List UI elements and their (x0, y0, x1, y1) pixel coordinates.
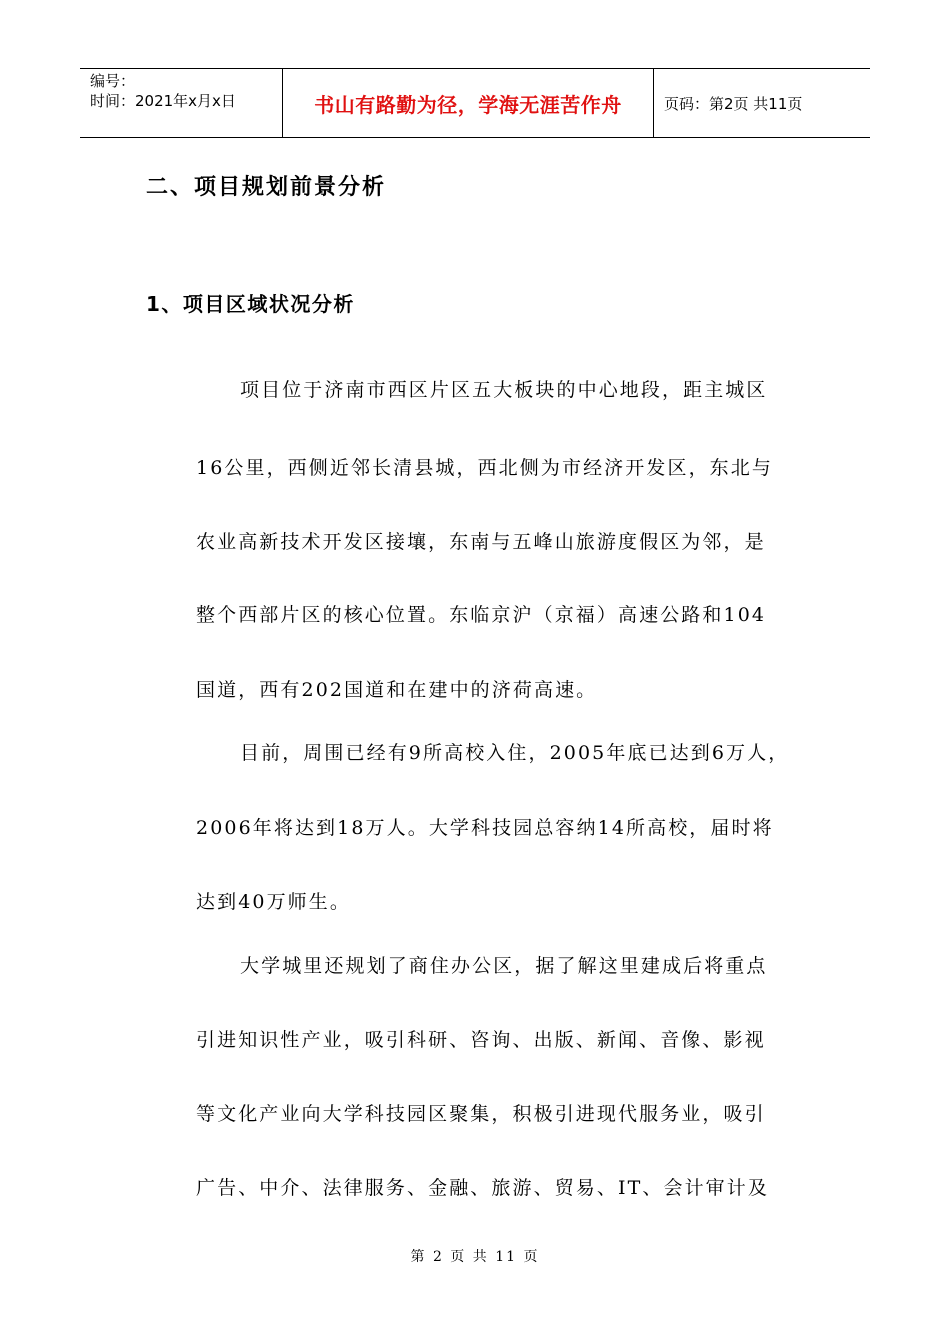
header-page-code: 页码：第2页 共11页 (664, 94, 803, 113)
header-meta (80, 69, 282, 137)
document-number-label: 编号： (90, 72, 136, 90)
body-line: 2006年将达到18万人。大学科技园总容纳14所高校，届时将 (196, 817, 774, 839)
body-line: 目前，周围已经有9所高校入住，2005年底已达到6万人， (240, 742, 790, 764)
body-line: 达到40万师生。 (196, 891, 351, 913)
section-title: 二、项目规划前景分析 (146, 175, 387, 200)
body-line: 整个西部片区的核心位置。东临京沪（京福）高速公路和104 (196, 604, 767, 626)
subsection-title: 1、项目区域状况分析 (146, 292, 355, 316)
body-line: 引进知识性产业，吸引科研、咨询、出版、新闻、音像、影视 (196, 1029, 766, 1051)
body-line: 大学城里还规划了商住办公区，据了解这里建成后将重点 (240, 955, 768, 977)
body-line: 国道，西有202国道和在建中的济荷高速。 (196, 679, 598, 701)
header-motto: 书山有路勤为径，学海无涯苦作舟 (282, 69, 654, 137)
body-line: 广告、中介、法律服务、金融、旅游、贸易、IT、会计审计及 (196, 1177, 769, 1199)
body-line: 项目位于济南市西区片区五大板块的中心地段，距主城区 (240, 379, 768, 401)
body-line: 16公里，西侧近邻长清县城，西北侧为市经济开发区，东北与 (196, 457, 773, 479)
document-time-label: 时间：2021年x月x日 (90, 92, 236, 110)
body-line: 农业高新技术开发区接壤，东南与五峰山旅游度假区为邻，是 (196, 531, 766, 553)
body-line: 等文化产业向大学科技园区聚集，积极引进现代服务业，吸引 (196, 1103, 766, 1125)
document-header (80, 68, 870, 138)
page-footer: 第 2 页 共 11 页 (410, 1249, 540, 1265)
